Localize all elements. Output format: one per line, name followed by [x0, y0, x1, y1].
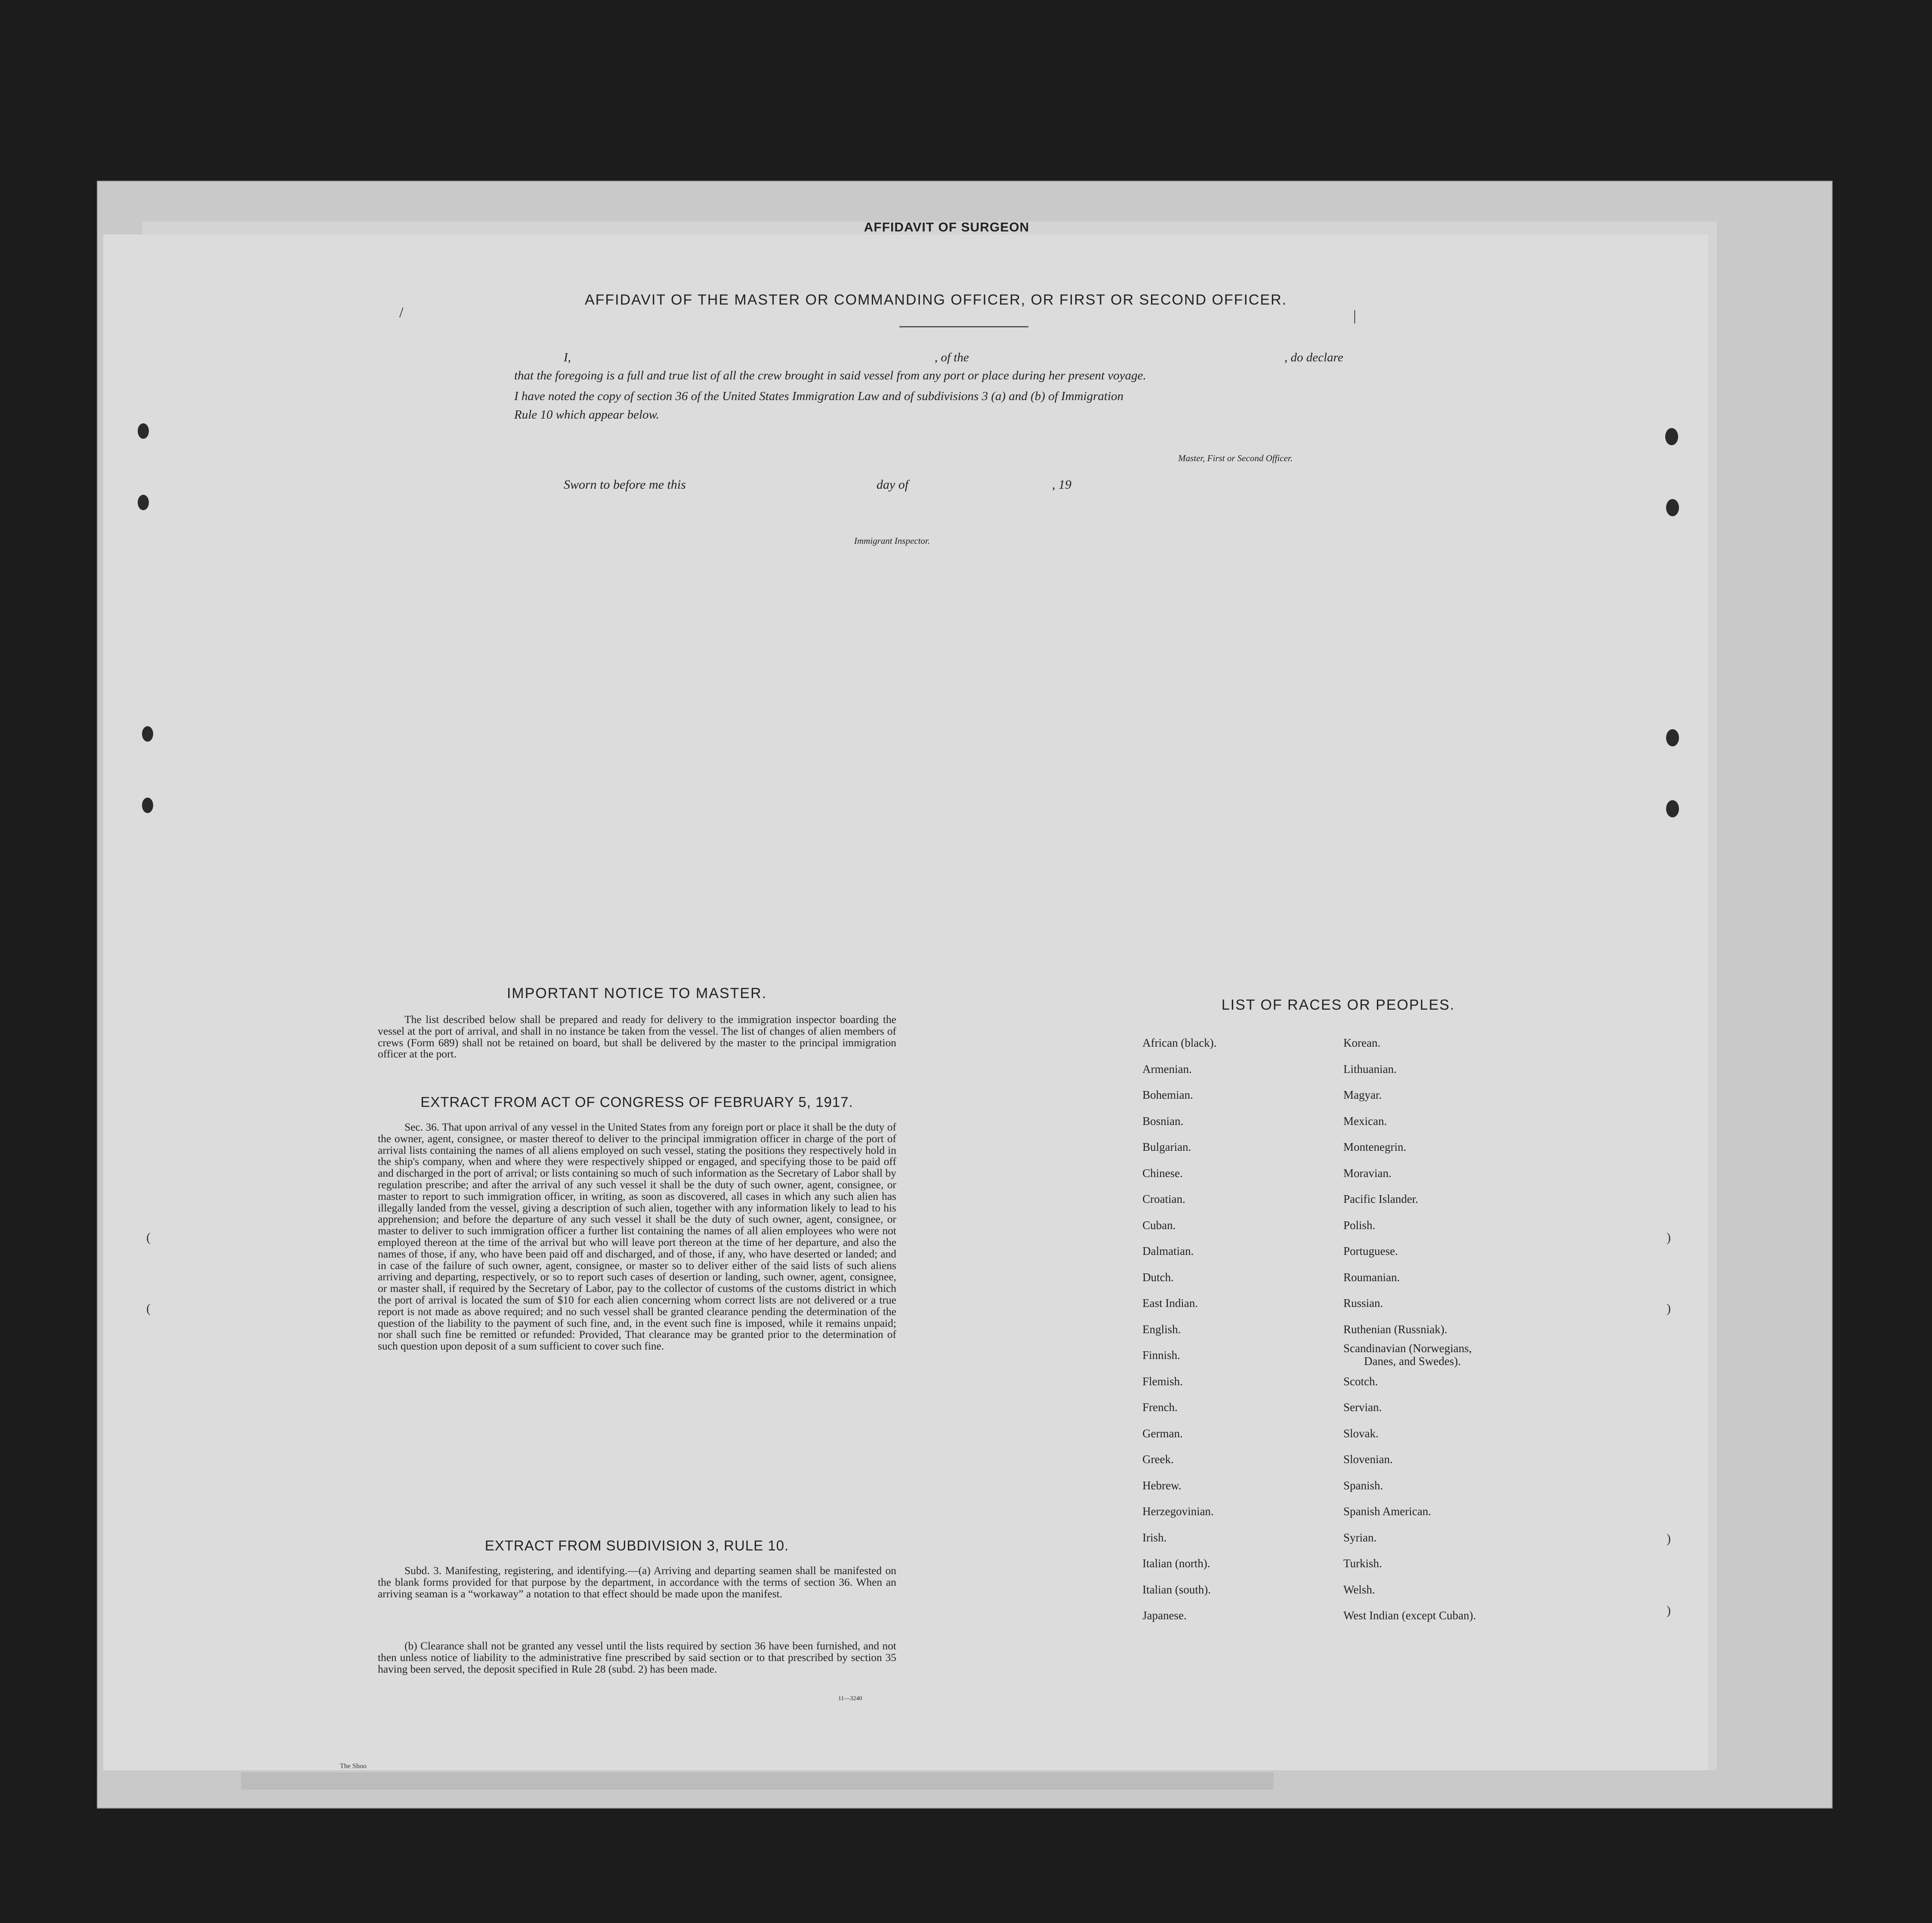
- race-right-item: Roumanian.: [1343, 1271, 1400, 1284]
- race-left-item: Dutch.: [1142, 1271, 1174, 1284]
- race-right-item: Moravian.: [1343, 1167, 1392, 1180]
- race-right-item: Spanish.: [1343, 1479, 1383, 1492]
- race-right-item: Slovak.: [1343, 1427, 1379, 1440]
- margin-tick: |: [1353, 308, 1356, 324]
- race-left-item: Flemish.: [1142, 1375, 1183, 1388]
- scan-mark: ): [1667, 1301, 1671, 1316]
- declaration-line-2: I have noted the copy of section 36 of the United States Immigration Law and of subdivisions 3 (a) and (b) of Immigration: [514, 389, 1124, 403]
- punch-hole: [142, 726, 153, 742]
- race-right-item: Pacific Islander.: [1343, 1193, 1418, 1205]
- declaration-line-3: Rule 10 which appear below.: [514, 408, 659, 422]
- race-right-item: Korean.: [1343, 1036, 1381, 1049]
- race-right-item-continuation: Danes, and Swedes).: [1364, 1355, 1461, 1368]
- form-code: 11—3240: [838, 1695, 862, 1702]
- race-right-item: Syrian.: [1343, 1531, 1377, 1544]
- race-right-item: Magyar.: [1343, 1088, 1382, 1101]
- race-right-item: Scotch.: [1343, 1375, 1378, 1388]
- race-left-item: East Indian.: [1142, 1297, 1198, 1310]
- scan-mark: ): [1667, 1230, 1671, 1245]
- race-right-item: Ruthenian (Russniak).: [1343, 1323, 1447, 1336]
- scan-mark: ): [1667, 1603, 1671, 1618]
- title-divider: [899, 326, 1028, 327]
- affidavit-title: AFFIDAVIT OF THE MASTER OR COMMANDING OFFICER, OR FIRST OR SECOND OFFICER.: [584, 292, 1287, 308]
- race-right-item: Slovenian.: [1343, 1453, 1393, 1466]
- race-right-item: Portuguese.: [1343, 1245, 1398, 1257]
- subdivision-3b-paragraph: (b) Clearance shall not be granted any vessel until the lists required by section 36 have been furnished, and not then unless notice of liability to the administrative fine prescribed by said section or to that prescribed by section 35 having been served, the deposit specified in Rule 28 (subd. 2) has been made.: [378, 1640, 896, 1675]
- race-right-item: West Indian (except Cuban).: [1343, 1609, 1476, 1622]
- scan-mark: ): [1667, 1532, 1671, 1546]
- punch-hole: [1665, 428, 1678, 445]
- scan-mark: (: [146, 1301, 151, 1316]
- punch-hole: [1666, 499, 1679, 516]
- margin-tick: /: [399, 305, 404, 320]
- act-extract-title: EXTRACT FROM ACT OF CONGRESS OF FEBRUARY 5, 1917.: [420, 1094, 853, 1110]
- race-left-item: Bosnian.: [1142, 1115, 1184, 1128]
- notice-title: IMPORTANT NOTICE TO MASTER.: [506, 985, 767, 1002]
- race-left-item: Bohemian.: [1142, 1088, 1193, 1101]
- race-right-item: Lithuanian.: [1343, 1063, 1397, 1076]
- race-right-item: Montenegrin.: [1343, 1140, 1407, 1153]
- punch-hole: [142, 798, 153, 813]
- race-left-item: Chinese.: [1142, 1167, 1183, 1180]
- punch-hole: [1666, 800, 1679, 817]
- declare-suffix: , do declare: [1284, 351, 1343, 364]
- race-right-item: Turkish.: [1343, 1557, 1382, 1570]
- declarant-prefix: I,: [564, 351, 571, 364]
- subdivision-3a-paragraph: Subd. 3. Manifesting, registering, and identifying.—(a) Arriving and departing seamen shall be manifested on the blank forms provided for that purpose by the department, in accordance with the terms of section 36. When an arriving seaman is a “workaway” a notation to that effect should be made upon the manifest.: [378, 1565, 896, 1600]
- race-left-item: Cuban.: [1142, 1219, 1176, 1232]
- race-right-item: Mexican.: [1343, 1115, 1387, 1128]
- race-left-item: Armenian.: [1142, 1063, 1192, 1076]
- day-of-text: day of: [876, 478, 909, 492]
- rule-extract-title: EXTRACT FROM SUBDIVISION 3, RULE 10.: [485, 1538, 789, 1553]
- race-left-item: Bulgarian.: [1142, 1140, 1191, 1153]
- race-left-item: Hebrew.: [1142, 1479, 1182, 1492]
- race-left-item: Irish.: [1142, 1531, 1167, 1544]
- punch-hole: [1666, 729, 1679, 746]
- year-text: , 19: [1052, 478, 1071, 492]
- race-left-item: Italian (south).: [1142, 1583, 1211, 1596]
- race-right-item: Spanish American.: [1343, 1505, 1431, 1518]
- under-sheet-edge: [241, 1772, 1274, 1790]
- race-left-item: Dalmatian.: [1142, 1245, 1194, 1257]
- surgeon-affidavit-heading: AFFIDAVIT OF SURGEON: [864, 220, 1030, 234]
- race-left-item: Finnish.: [1142, 1349, 1180, 1362]
- race-right-item: Welsh.: [1343, 1583, 1375, 1596]
- under-sheet-text: The Shoo: [340, 1763, 367, 1770]
- notice-paragraph: The list described below shall be prepared and ready for delivery to the immigration inspector boarding the vessel at the port of arrival, and shall in no instance be taken from the vessel. The list of changes of alien members of crews (Form 689) shall not be retained on board, but shall be delivered by the master to the principal immigration officer at the port.: [378, 1014, 896, 1060]
- race-left-item: Italian (north).: [1142, 1557, 1210, 1570]
- punch-hole: [138, 495, 149, 510]
- races-title: LIST OF RACES OR PEOPLES.: [1221, 997, 1455, 1013]
- race-left-item: German.: [1142, 1427, 1183, 1440]
- inspector-signature-caption: Immigrant Inspector.: [854, 536, 930, 546]
- race-right-item: Polish.: [1343, 1219, 1376, 1232]
- master-signature-caption: Master, First or Second Officer.: [1178, 453, 1293, 463]
- race-left-item: Croatian.: [1142, 1193, 1185, 1205]
- scan-mark: (: [146, 1230, 151, 1245]
- race-right-item: Russian.: [1343, 1297, 1383, 1310]
- race-right-item: Scandinavian (Norwegians,: [1343, 1342, 1472, 1355]
- race-left-item: African (black).: [1142, 1036, 1217, 1049]
- race-left-item: English.: [1142, 1323, 1181, 1336]
- section-36-paragraph: Sec. 36. That upon arrival of any vessel in the United States from any foreign port or place it shall be the duty of the owner, agent, consignee, or master thereof to deliver to the principal immigration officer in charge of the port of arrival lists containing the names of all aliens employed on such vessel, stating the positions they respectively hold in the ship's company, when and where they were respectively shipped or engaged, and specifying those to be paid off and discharged in the port of arrival; or lists containing so much of such information as the Secretary of Labor shall by regulation prescribe; and after the arrival of any such vessel it shall be the duty of such owner, agent, consignee, or master to report to such immigration officer, in writing, as soon as discovered, all cases in which any such alien has illegally landed from the vessel, giving a description of such alien, together with any information likely to lead to his apprehension; and before the departure of any such vessel it shall be the duty of such owner, agent, consignee, or master to deliver to such immigration officer a further list containing the names of all alien employees who were not employed thereon at the time of the arrival but who will leave port thereon at the time of her departure, and also the names of those, if any, who have been paid off and discharged, and of those, if any, who have deserted or landed; and in case of the failure of such owner, agent, consignee, or master so to deliver either of the said lists of such aliens arriving and departing, respectively, or so to report such cases of desertion or landing, such owner, agent, consignee, or master shall, if required by the Secretary of Labor, pay to the collector of customs of the customs district in which the port of arrival is located the sum of $10 for each alien concerning whom correct lists are not delivered or a true report is not made as above required; and no such vessel shall be granted clearance pending the determination of the question of the liability to the payment of such fine, and, in the event such fine is imposed, while it remains unpaid; nor shall such fine be remitted or refunded: Provided, That clearance may be granted prior to the determination of such question upon deposit of a sum sufficient to cover such fine.: [378, 1121, 896, 1353]
- race-right-item: Servian.: [1343, 1401, 1382, 1414]
- race-left-item: Greek.: [1142, 1453, 1174, 1466]
- race-left-item: French.: [1142, 1401, 1178, 1414]
- vessel-prefix: , of the: [935, 351, 969, 364]
- sworn-text: Sworn to before me this: [564, 478, 686, 492]
- race-left-item: Herzegovinian.: [1142, 1505, 1214, 1518]
- race-left-item: Japanese.: [1142, 1609, 1187, 1622]
- punch-hole: [138, 423, 149, 439]
- declaration-line-1: that the foregoing is a full and true list of all the crew brought in said vessel from any port or place during her present voyage.: [514, 369, 1146, 382]
